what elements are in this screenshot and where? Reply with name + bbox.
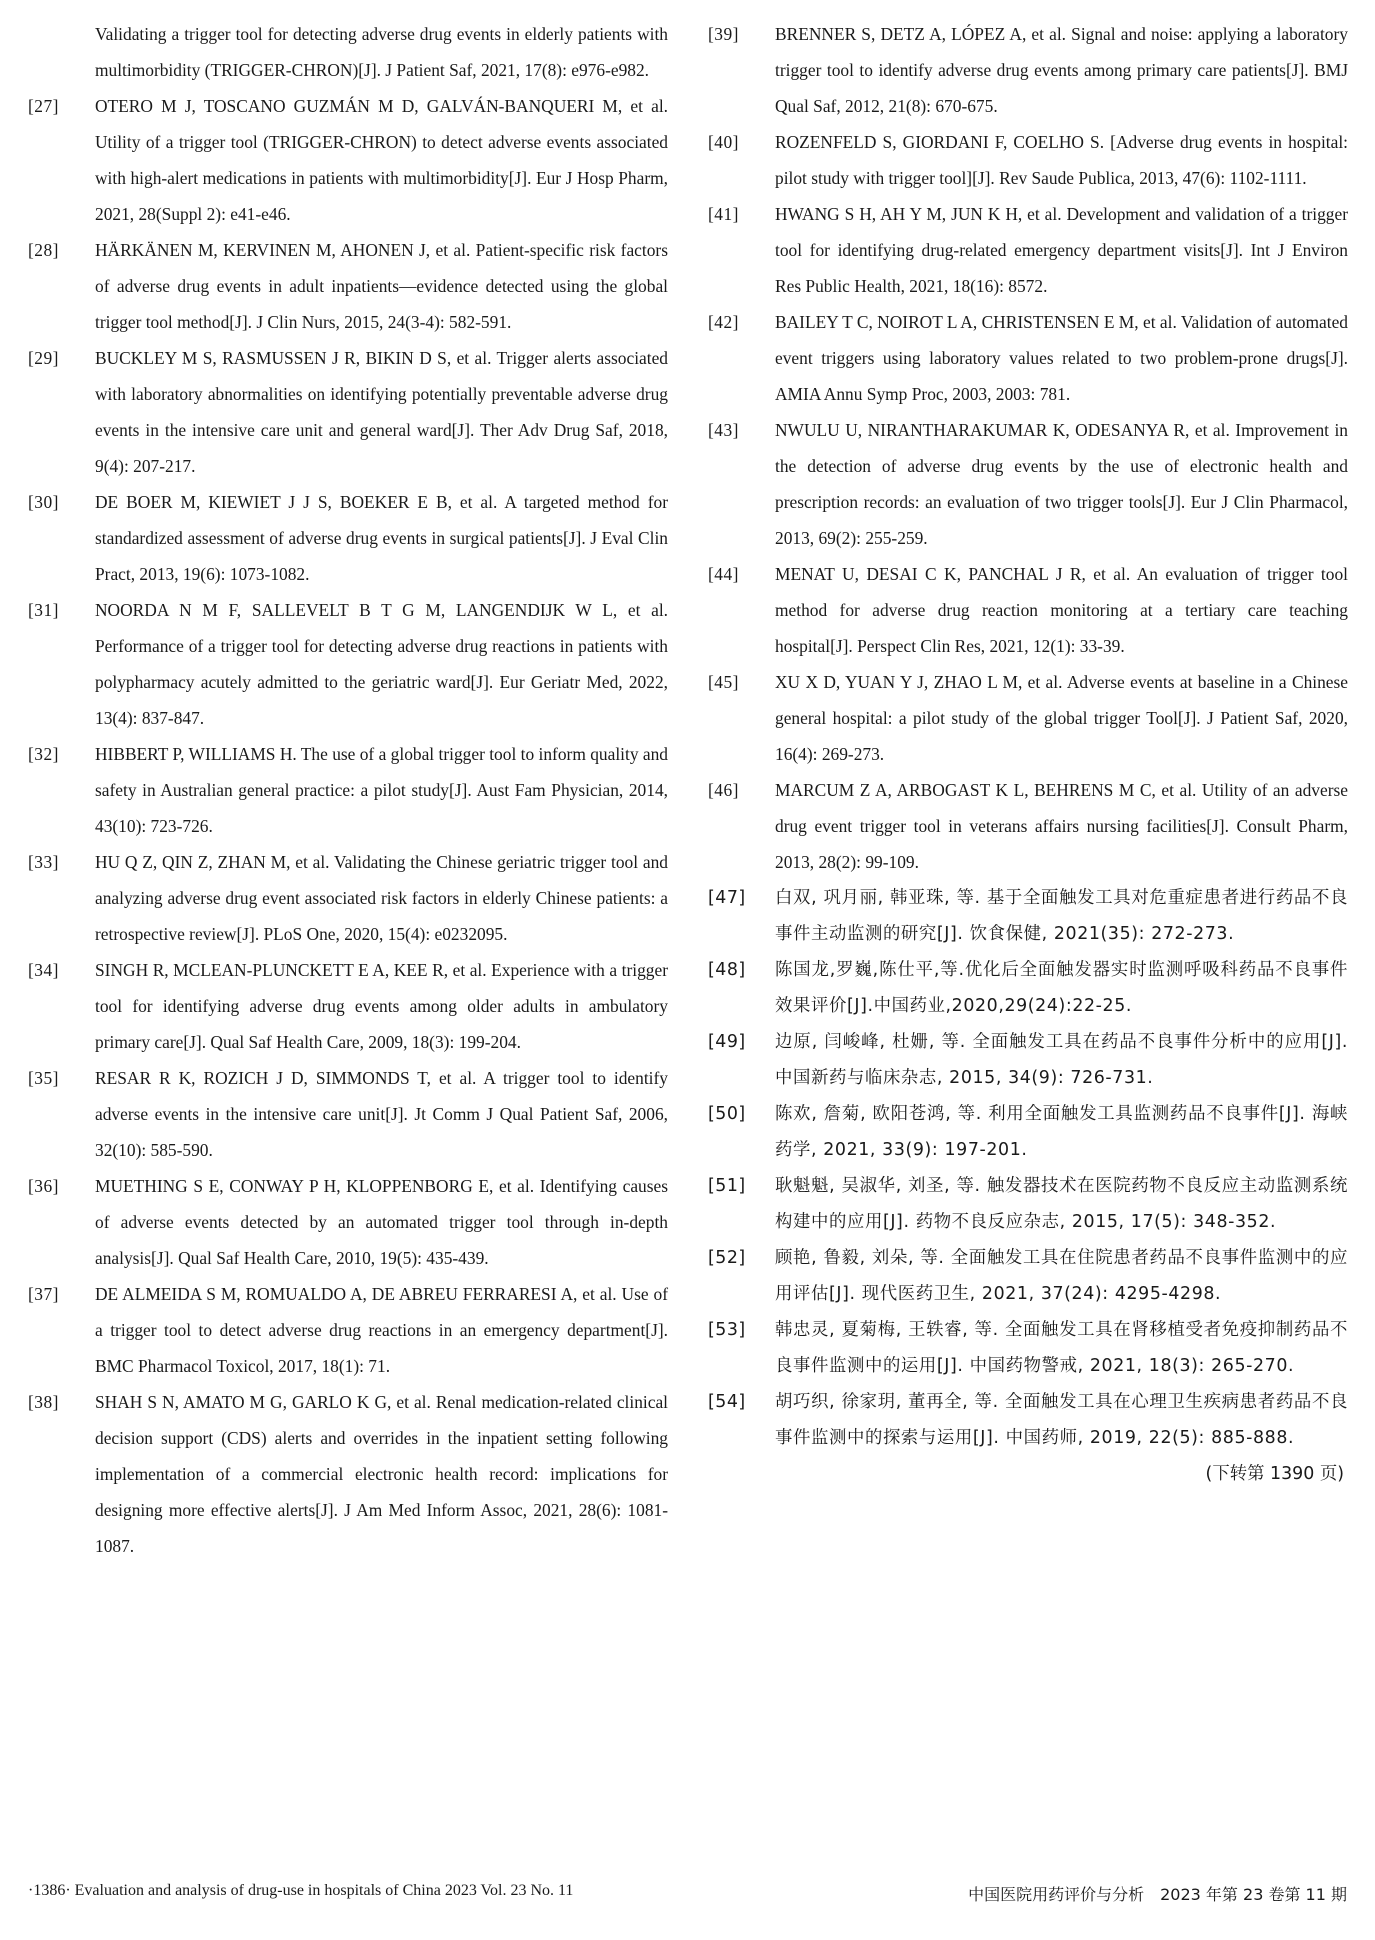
reference-text: DE ALMEIDA S M, ROMUALDO A, DE ABREU FERRARESI A, et al. Use of a trigger tool to detect adverse drug reactions in an emergency department[J]. BMC Pharmacol Toxicol, 2017, 18(1): 71. bbox=[95, 1284, 668, 1376]
continued-note: (下转第 1390 页) bbox=[1205, 1464, 1344, 1484]
reference-number: [45] bbox=[708, 672, 739, 692]
reference-entry bbox=[708, 1312, 1348, 1384]
reference-entry bbox=[28, 592, 668, 736]
reference-entry bbox=[28, 484, 668, 592]
reference-text: 耿魁魁, 吴淑华, 刘圣, 等. 触发器技术在医院药物不良反应主动监测系统构建中的应用[J]. 药物不良反应杂志, 2015, 17(5): 348-352. bbox=[775, 1176, 1348, 1232]
reference-entry bbox=[708, 412, 1348, 556]
reference-number: [30] bbox=[28, 492, 59, 512]
reference-number: [48] bbox=[708, 960, 746, 980]
reference-number: [36] bbox=[28, 1176, 59, 1196]
reference-text: SHAH S N, AMATO M G, GARLO K G, et al. Renal medication-related clinical decision support (CDS) alerts and overrides in the inpatient setting following implementation of a commercial electronic health record: implications for designing more effective alerts[J]. J Am Med Inform Assoc, 2021, 28(6): 1081-1087. bbox=[95, 1392, 668, 1556]
reference-entry bbox=[28, 16, 668, 88]
reference-entry bbox=[708, 124, 1348, 196]
reference-entry bbox=[708, 196, 1348, 304]
reference-text: 胡巧织, 徐家玥, 董再全, 等. 全面触发工具在心理卫生疾病患者药品不良事件监测中的探索与运用[J]. 中国药师, 2019, 22(5): 885-888. bbox=[775, 1392, 1348, 1448]
reference-text: BAILEY T C, NOIROT L A, CHRISTENSEN E M, et al. Validation of automated event triggers using laboratory values related to two problem-prone drugs[J]. AMIA Annu Symp Proc, 2003, 2003: 781. bbox=[775, 312, 1348, 404]
reference-text: NOORDA N M F, SALLEVELT B T G M, LANGENDIJK W L, et al. Performance of a trigger tool for detecting adverse drug reactions in patients with polypharmacy acutely admitted to the geriatric ward[J]. Eur Geriatr Med, 2022, 13(4): 837-847. bbox=[95, 600, 668, 728]
reference-text: NWULU U, NIRANTHARAKUMAR K, ODESANYA R, et al. Improvement in the detection of adverse drug events by the use of electronic health and prescription records: an evaluation of two trigger tools[J]. Eur J Clin Pharmacol, 2013, 69(2): 255-259. bbox=[775, 420, 1348, 548]
reference-column-left bbox=[28, 16, 668, 1564]
reference-text: SINGH R, MCLEAN-PLUNCKETT E A, KEE R, et al. Experience with a trigger tool for identifying adverse drug events among older adults in ambulatory primary care[J]. Qual Saf Health Care, 2009, 18(3): 199-204. bbox=[95, 960, 668, 1052]
reference-text: HÄRKÄNEN M, KERVINEN M, AHONEN J, et al. Patient-specific risk factors of adverse drug events in adult inpatients—evidence detected using the global trigger tool method[J]. J Clin Nurs, 2015, 24(3-4): 582-591. bbox=[95, 240, 668, 332]
reference-entry bbox=[28, 232, 668, 340]
reference-entry bbox=[708, 664, 1348, 772]
reference-entry bbox=[708, 1168, 1348, 1240]
reference-text: 韩忠灵, 夏菊梅, 王轶睿, 等. 全面触发工具在肾移植受者免疫抑制药品不良事件监测中的运用[J]. 中国药物警戒, 2021, 18(3): 265-270. bbox=[775, 1320, 1348, 1376]
reference-entry bbox=[708, 880, 1348, 952]
reference-number: [40] bbox=[708, 132, 739, 152]
reference-entry bbox=[708, 1384, 1348, 1456]
reference-text: 陈欢, 詹菊, 欧阳苍鸿, 等. 利用全面触发工具监测药品不良事件[J]. 海峡药学, 2021, 33(9): 197-201. bbox=[775, 1104, 1348, 1160]
reference-number: [49] bbox=[708, 1032, 746, 1052]
reference-text: MUETHING S E, CONWAY P H, KLOPPENBORG E, et al. Identifying causes of adverse events detected by an automated trigger tool through in-depth analysis[J]. Qual Saf Health Care, 2010, 19(5): 435-439. bbox=[95, 1176, 668, 1268]
reference-text: RESAR R K, ROZICH J D, SIMMONDS T, et al. A trigger tool to identify adverse events in the intensive care unit[J]. Jt Comm J Qual Patient Saf, 2006, 32(10): 585-590. bbox=[95, 1068, 668, 1160]
reference-entry bbox=[708, 1240, 1348, 1312]
reference-number: [28] bbox=[28, 240, 59, 260]
reference-number: [51] bbox=[708, 1176, 746, 1196]
reference-text: OTERO M J, TOSCANO GUZMÁN M D, GALVÁN-BANQUERI M, et al. Utility of a trigger tool (TRIGGER-CHRON) to detect adverse events associated with high-alert medications in patients with multimorbidity[J]. Eur J Hosp Pharm, 2021, 28(Suppl 2): e41-e46. bbox=[95, 96, 668, 224]
reference-entry bbox=[708, 16, 1348, 124]
reference-number: [44] bbox=[708, 564, 739, 584]
reference-entry bbox=[28, 844, 668, 952]
reference-entry bbox=[28, 1168, 668, 1276]
reference-text: BRENNER S, DETZ A, LÓPEZ A, et al. Signal and noise: applying a laboratory trigger tool to identify adverse drug events among primary care patients[J]. BMJ Qual Saf, 2012, 21(8): 670-675. bbox=[775, 24, 1348, 116]
reference-number: [53] bbox=[708, 1320, 746, 1340]
reference-text: HU Q Z, QIN Z, ZHAN M, et al. Validating the Chinese geriatric trigger tool and analyzing adverse drug event associated risk factors in elderly Chinese patients: a retrospective review[J]. PLoS One, 2020, 15(4): e0232095. bbox=[95, 852, 668, 944]
reference-number: [38] bbox=[28, 1392, 59, 1412]
reference-text: DE BOER M, KIEWIET J J S, BOEKER E B, et al. A targeted method for standardized assessment of adverse drug events in surgical patients[J]. J Eval Clin Pract, 2013, 19(6): 1073-1082. bbox=[95, 492, 668, 584]
reference-text: 陈国龙,罗巍,陈仕平,等.优化后全面触发器实时监测呼吸科药品不良事件效果评价[J].中国药业,2020,29(24):22-25. bbox=[775, 960, 1348, 1016]
reference-entry bbox=[708, 952, 1348, 1024]
reference-number: [54] bbox=[708, 1392, 746, 1412]
reference-text: HWANG S H, AH Y M, JUN K H, et al. Development and validation of a trigger tool for identifying drug-related emergency department visits[J]. Int J Environ Res Public Health, 2021, 18(16): 8572. bbox=[775, 204, 1348, 296]
reference-number: [29] bbox=[28, 348, 59, 368]
reference-entry bbox=[708, 772, 1348, 880]
reference-text: MARCUM Z A, ARBOGAST K L, BEHRENS M C, et al. Utility of an adverse drug event trigger tool in veterans affairs nursing facilities[J]. Consult Pharm, 2013, 28(2): 99-109. bbox=[775, 780, 1348, 872]
reference-text: 白双, 巩月丽, 韩亚珠, 等. 基于全面触发工具对危重症患者进行药品不良事件主动监测的研究[J]. 饮食保健, 2021(35): 272-273. bbox=[775, 888, 1348, 944]
reference-number: [41] bbox=[708, 204, 739, 224]
reference-text: XU X D, YUAN Y J, ZHAO L M, et al. Adverse events at baseline in a Chinese general hospital: a pilot study of the global trigger Tool[J]. J Patient Saf, 2020, 16(4): 269-273. bbox=[775, 672, 1348, 764]
reference-entry bbox=[708, 1096, 1348, 1168]
reference-entry bbox=[28, 340, 668, 484]
footer-journal-english: ·1386· Evaluation and analysis of drug-use in hospitals of China 2023 Vol. 23 No. 11 bbox=[28, 1882, 574, 1899]
reference-text: Validating a trigger tool for detecting adverse drug events in elderly patients with multimorbidity (TRIGGER-CHRON)[J]. J Patient Saf, 2021, 17(8): e976-e982. bbox=[95, 24, 668, 80]
reference-number: [47] bbox=[708, 888, 746, 908]
reference-entry bbox=[28, 1384, 668, 1564]
reference-entry bbox=[28, 1276, 668, 1384]
reference-entry bbox=[28, 1060, 668, 1168]
reference-text: ROZENFELD S, GIORDANI F, COELHO S. [Adverse drug events in hospital: pilot study with trigger tool][J]. Rev Saude Publica, 2013, 47(6): 1102-1111. bbox=[775, 132, 1348, 188]
reference-text: 边原, 闫峻峰, 杜姗, 等. 全面触发工具在药品不良事件分析中的应用[J]. 中国新药与临床杂志, 2015, 34(9): 726-731. bbox=[775, 1032, 1348, 1088]
reference-entry bbox=[708, 1024, 1348, 1096]
reference-column-right bbox=[708, 16, 1348, 1492]
reference-number: [35] bbox=[28, 1068, 59, 1088]
reference-number: [46] bbox=[708, 780, 739, 800]
reference-entry bbox=[28, 88, 668, 232]
reference-text: 顾艳, 鲁毅, 刘朵, 等. 全面触发工具在住院患者药品不良事件监测中的应用评估[J]. 现代医药卫生, 2021, 37(24): 4295-4298. bbox=[775, 1248, 1348, 1304]
reference-text: BUCKLEY M S, RASMUSSEN J R, BIKIN D S, et al. Trigger alerts associated with laboratory abnormalities on identifying potentially preventable adverse drug events in the intensive care unit and general ward[J]. Ther Adv Drug Saf, 2018, 9(4): 207-217. bbox=[95, 348, 668, 476]
reference-entry bbox=[708, 556, 1348, 664]
reference-number: [27] bbox=[28, 96, 59, 116]
reference-number: [52] bbox=[708, 1248, 746, 1268]
reference-entry bbox=[28, 736, 668, 844]
reference-number: [39] bbox=[708, 24, 739, 44]
reference-number: [37] bbox=[28, 1284, 59, 1304]
reference-number: [31] bbox=[28, 600, 59, 620]
reference-entry bbox=[708, 304, 1348, 412]
reference-text: MENAT U, DESAI C K, PANCHAL J R, et al. An evaluation of trigger tool method for adverse drug reaction monitoring at a tertiary care teaching hospital[J]. Perspect Clin Res, 2021, 12(1): 33-39. bbox=[775, 564, 1348, 656]
reference-number: [32] bbox=[28, 744, 59, 764]
footer-journal-chinese: 中国医院用药评价与分析 2023 年第 23 卷第 11 期 bbox=[968, 1885, 1347, 1904]
reference-number: [43] bbox=[708, 420, 739, 440]
reference-text: HIBBERT P, WILLIAMS H. The use of a global trigger tool to inform quality and safety in Australian general practice: a pilot study[J]. Aust Fam Physician, 2014, 43(10): 723-726. bbox=[95, 744, 668, 836]
reference-entry bbox=[28, 952, 668, 1060]
reference-number: [50] bbox=[708, 1104, 746, 1124]
reference-number: [42] bbox=[708, 312, 739, 332]
reference-number: [34] bbox=[28, 960, 59, 980]
reference-number: [33] bbox=[28, 852, 59, 872]
